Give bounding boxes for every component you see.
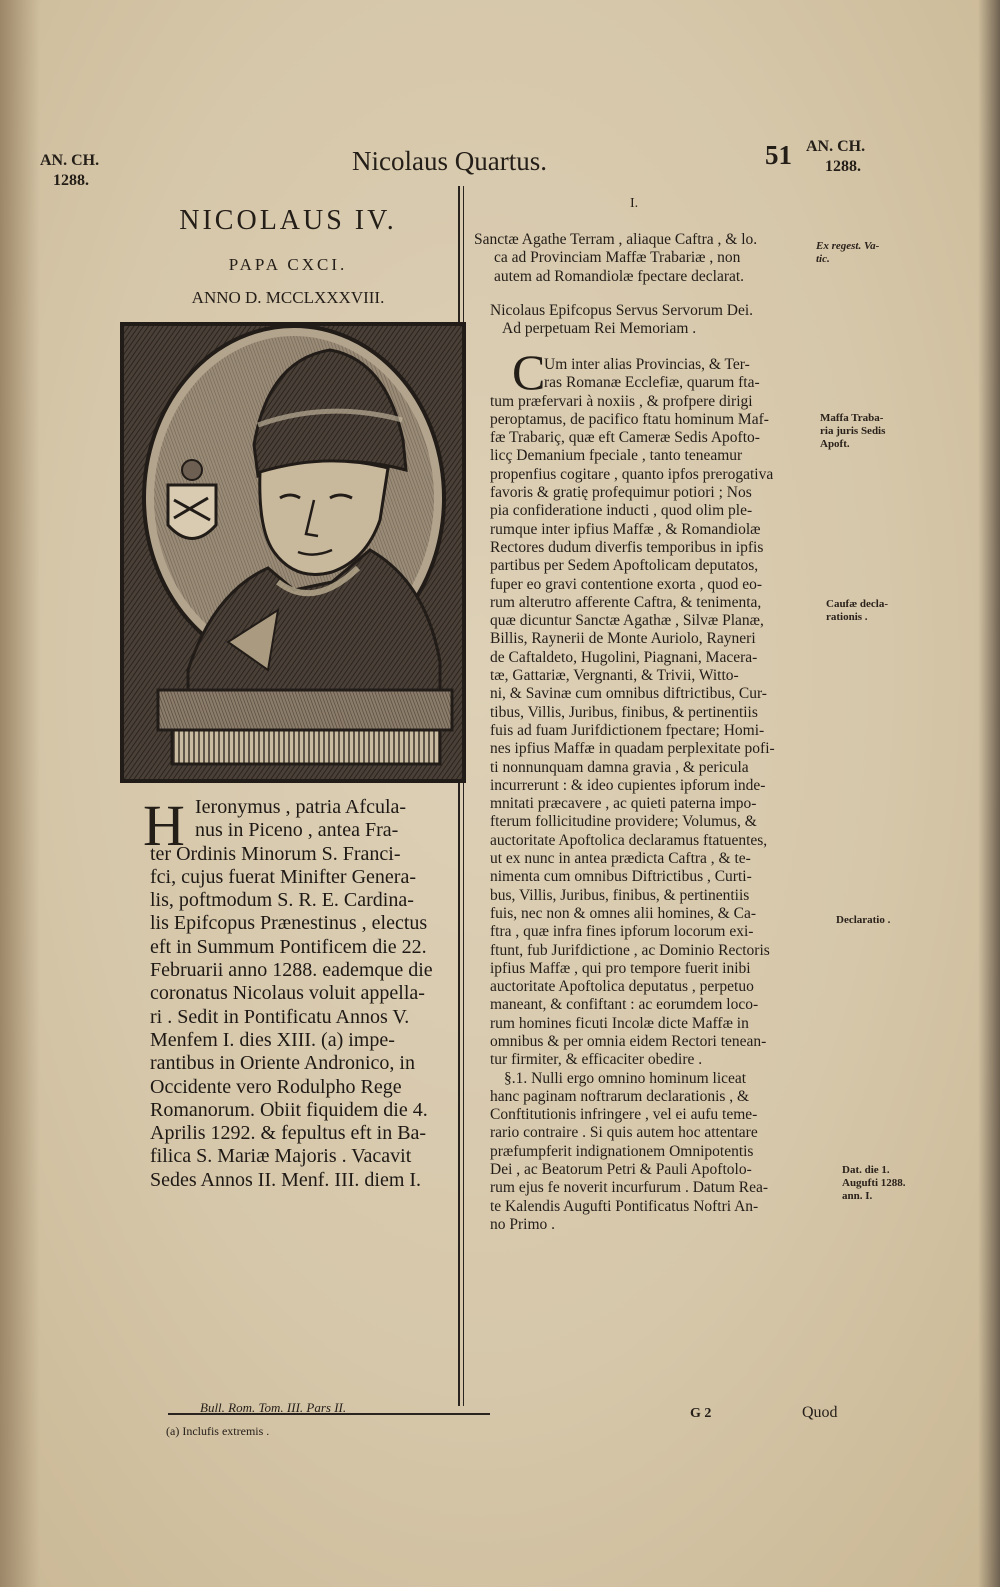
body-line: tum præfervari à noxiis , & profpere dirigi — [490, 392, 753, 410]
body-line: fuis, nec non & omnes alii homines, & Ca- — [490, 904, 757, 922]
address-line: Nicolaus Epifcopus Servus Servorum Dei. — [490, 302, 754, 319]
margin-note-causae — [826, 598, 888, 624]
body-line: §.1. Nulli ergo omnino hominum liceat — [504, 1069, 747, 1087]
body-line: tur firmiter, & efficaciter obedire . — [490, 1051, 703, 1069]
body-line: auctoritate Apoftolica declaramus ftatuentes, — [490, 831, 768, 849]
body-line: incurrerunt : & ideo cupientes ipforum inde- — [490, 776, 766, 794]
margin-note-line: rationis . — [826, 611, 868, 623]
body-line: bus, Villis, Juribus, finibus, & pertinentiis — [490, 886, 750, 904]
pope-portrait-engraving — [118, 320, 468, 785]
margin-note-line: ann. I. — [842, 1190, 873, 1202]
body-line: partibus per Sedem Apoftolicam deputatos, — [490, 557, 759, 575]
body-line: Dei , ac Beatorum Petri & Pauli Apoftolo- — [490, 1161, 752, 1179]
margin-note-source — [816, 240, 879, 266]
bio-line: Ieronymus , patria Afcula- — [195, 796, 407, 818]
catchword: Quod — [802, 1404, 838, 1421]
body-line: mnitati præcavere , ac quieti paterna impo- — [490, 795, 757, 813]
body-line: licç Demanium fpeciale , tanto teneamur — [490, 447, 743, 465]
body-line: fuper eo gravi contentione exorta , quod eo- — [490, 575, 763, 593]
margin-note-line: ria juris Sedis — [820, 425, 886, 437]
bio-line: filica S. Mariæ Majoris . Vacavit — [150, 1145, 412, 1168]
margin-note-line: Dat. die 1. — [842, 1164, 890, 1176]
document-number: I. — [630, 196, 639, 211]
summary-line: autem ad Romandiolæ fpectare declarat. — [494, 267, 745, 285]
header-right-an-ch: AN. CH. — [806, 138, 866, 155]
page-number: 51 — [765, 140, 792, 170]
body-line: rumque inter ipfius Maffæ , & Romandiolæ — [490, 520, 761, 538]
body-line: nimenta cum omnibus Diftrictibus , Curti- — [490, 868, 752, 886]
body-line: Conftitutionis infringere , vel ei aufu teme- — [490, 1106, 758, 1124]
bio-line: ri . Sedit in Pontificatu Annos V. — [150, 1005, 410, 1028]
body-line: ni, & Savinæ cum omnibus diftrictibus, Cur- — [490, 685, 767, 703]
margin-note-line: Caufæ decla- — [826, 598, 889, 610]
bio-line: nus in Piceno , antea Fra- — [195, 819, 399, 842]
header-right-year: 1288. — [825, 158, 861, 175]
body-line: ftra , quæ infra fines ipforum locorum exi- — [490, 923, 754, 941]
body-line: rum ejus fe noverit incurfurum . Datum Rea- — [490, 1179, 769, 1197]
body-line: nes ipfius Maffæ in quadam perplexitate pofi- — [490, 740, 775, 758]
body-line: tibus, Villis, Juribus, finibus, & pertinentiis — [490, 703, 758, 721]
summary-line: ca ad Provinciam Maffæ Trabariæ , non — [494, 249, 741, 267]
body-line: propenfius cogitare , quanto ipfos prerogativa — [490, 465, 774, 483]
document-summary — [474, 231, 814, 286]
body-line: ftunt, fub Jurifdictione , ac Dominio Rectoris — [490, 941, 770, 959]
margin-note-datum — [842, 1164, 906, 1203]
body-line: Um inter alias Provincias, & Ter- — [544, 356, 750, 373]
bio-line: Sedes Annos II. Menf. III. diem I. — [150, 1168, 422, 1191]
margin-note-line: tic. — [816, 253, 830, 265]
body-line: rum homines ficuti Incolæ dicte Maffæ in — [490, 1014, 749, 1032]
body-line: Rectores dudum diverfis temporibus in ipfis — [490, 538, 764, 556]
header-left-an-ch: AN. CH. — [40, 152, 100, 169]
body-line: fterum follicitudine providere; Volumus, & — [490, 813, 757, 831]
address-line: Ad perpetuam Rei Memoriam . — [502, 320, 697, 338]
bio-line: fci, cujus fuerat Minifter Genera- — [150, 865, 416, 888]
margin-note-massa — [820, 412, 885, 451]
body-line: te Kalendis Augufti Pontificatus Noftri An- — [490, 1197, 759, 1215]
bio-line: lis Epifcopus Prænestinus , electus — [150, 912, 428, 935]
body-line: pia confideratione inducti , quod olim ple- — [490, 502, 753, 520]
bio-dropcap: H — [143, 793, 185, 858]
body-line: de Caftaldeto, Hugolini, Piagnani, Macera- — [490, 648, 758, 666]
bio-line: Februarii anno 1288. eademque die — [150, 959, 433, 982]
bio-text — [150, 796, 485, 1192]
body-line: fæ Trabariç, quæ eft Cameræ Sedis Apofto- — [490, 429, 760, 447]
footer-source: Bull. Rom. Tom. III. Pars II. — [200, 1400, 347, 1415]
signature-mark: G 2 — [690, 1406, 712, 1421]
document-address — [474, 302, 814, 339]
body-line: præfumpferit indignationem Omnipotentis — [490, 1142, 754, 1160]
body-line: ut ex nunc in antea prædicta Caftra , & te- — [490, 850, 751, 868]
body-line: quæ dicuntur Sanctæ Agathæ , Silvæ Planæ, — [490, 612, 764, 630]
body-line: maneant, & confiftant : ac eorumdem loco- — [490, 996, 759, 1014]
bio-line: lis, poftmodum S. R. E. Cardina- — [150, 889, 414, 912]
bio-line: Occidente vero Rodulpho Rege — [150, 1075, 402, 1098]
bio-line: Menfem I. dies XIII. (a) impe- — [150, 1028, 395, 1051]
margin-note-line: Declaratio . — [836, 914, 891, 926]
pope-name: NICOLAUS IV. — [179, 205, 397, 236]
body-line: hanc paginam noftrarum declarationis , & — [490, 1087, 750, 1105]
body-dropcap: C — [512, 344, 546, 400]
summary-line: Sanctæ Agathe Terram , aliaque Caftra , & lo. — [474, 231, 758, 248]
margin-note-line: Maffa Traba- — [820, 412, 884, 424]
body-line: no Primo . — [490, 1215, 556, 1233]
body-line: Billis, Raynerii de Monte Auriolo, Rayneri — [490, 630, 756, 648]
pope-year: ANNO D. MCCLXXXVIII. — [191, 288, 385, 307]
header-left-year: 1288. — [53, 172, 89, 189]
body-line: rario contraire . Si quis autem hoc attentare — [490, 1124, 758, 1142]
bio-line: Aprilis 1292. & fepultus eft in Ba- — [150, 1122, 427, 1145]
body-line: auctoritate Apoftolica deputatus , perpetuo — [490, 978, 754, 996]
running-title: Nicolaus Quartus. — [352, 146, 547, 176]
margin-note-line: Ex regest. Va- — [816, 240, 880, 252]
bio-line: Romanorum. Obiit fiquidem die 4. — [150, 1098, 428, 1121]
body-line: favoris & gratię profequimur potiori ; Nos — [490, 484, 752, 502]
body-line: rum alterutro afferente Caftra, & tenimenta, — [490, 593, 762, 611]
margin-note-line: Augufti 1288. — [842, 1177, 906, 1189]
margin-note-declaratio — [836, 914, 890, 927]
bio-line: rantibus in Oriente Andronico, in — [150, 1052, 415, 1075]
body-line: tæ, Gattariæ, Vergnanti, & Trivii, Witto- — [490, 667, 739, 685]
body-line: ras Romanæ Ecclefiæ, quarum fta- — [544, 374, 760, 392]
body-line: ti nonnunquam damna gravia , & pericula — [490, 758, 749, 776]
bio-line: coronatus Nicolaus voluit appella- — [150, 982, 425, 1005]
body-line: peroptamus, de pacifico ftatu hominum Maf- — [490, 410, 769, 428]
footnote-rule — [168, 1413, 490, 1415]
margin-note-line: Apoft. — [820, 438, 850, 450]
body-line: ipfius Maffæ , qui pro tempore fuerit inibi — [490, 959, 751, 977]
body-line: fuis ad fuam Jurifdictionem fpectare; Homi- — [490, 721, 765, 739]
bio-line: ter Ordinis Minorum S. Franci- — [150, 842, 401, 865]
document-body — [490, 356, 820, 1234]
bio-line: eft in Summum Pontificem die 22. — [150, 935, 427, 958]
body-line: omnibus & per omnia eidem Rectori tenean- — [490, 1032, 767, 1050]
footnote: (a) Inclufis extremis . — [166, 1424, 270, 1438]
pope-number: PAPA CXCI. — [228, 255, 348, 274]
